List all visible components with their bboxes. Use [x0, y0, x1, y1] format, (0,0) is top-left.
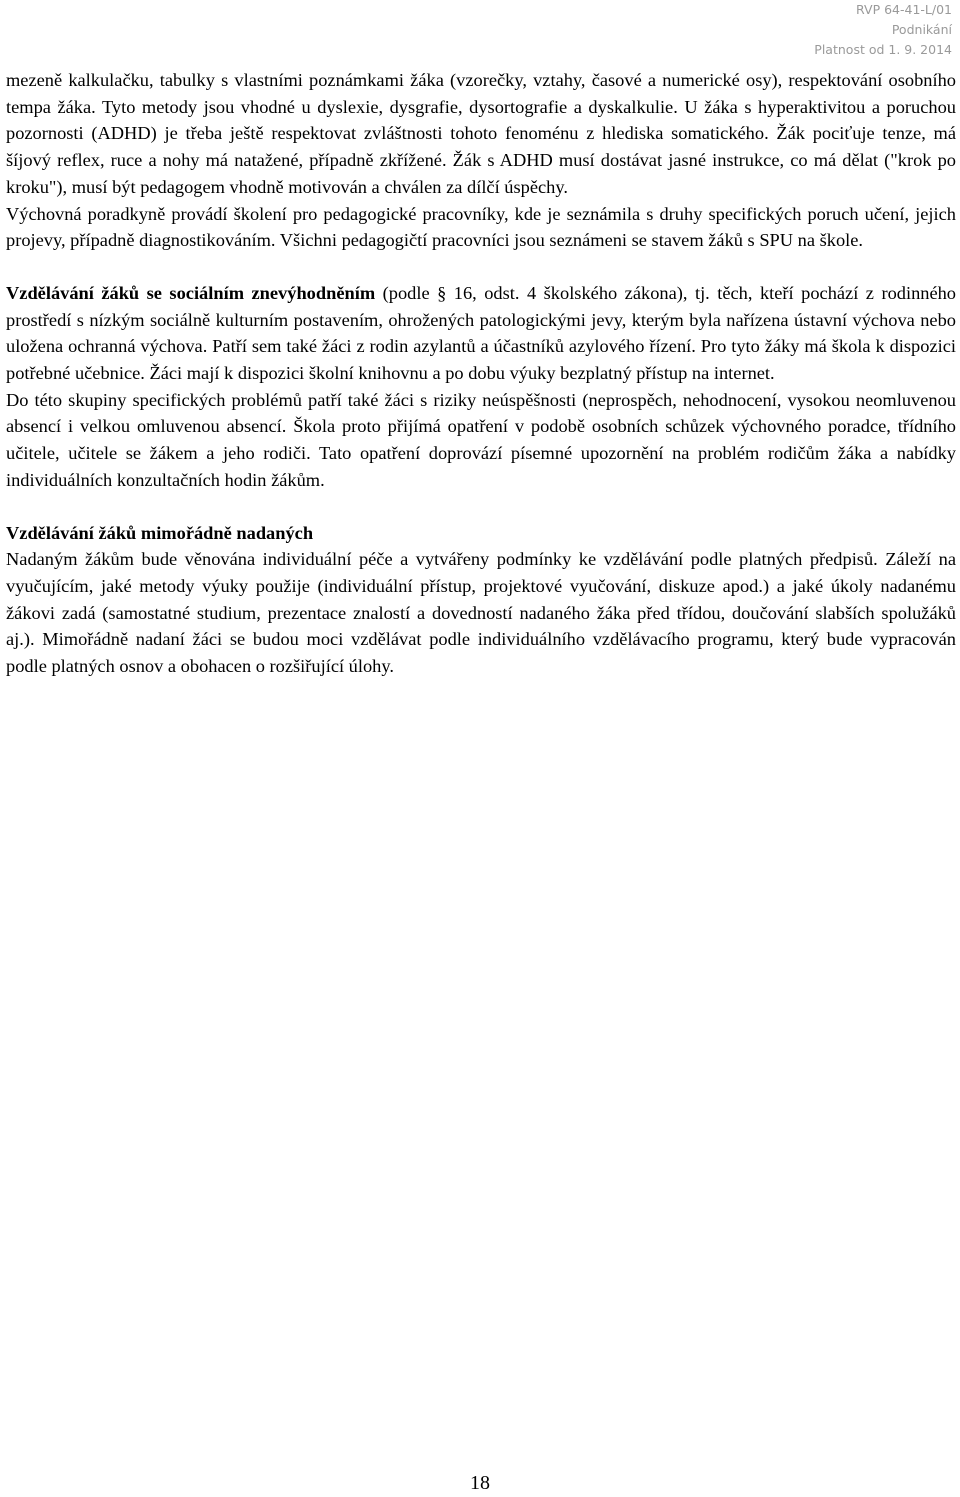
paragraph-social-disadvantage	[6, 280, 956, 387]
heading-gifted-students: Vzdělávání žáků mimořádně nadaných	[6, 522, 314, 543]
header-field-name: Podnikání	[891, 22, 952, 37]
paragraph-gifted-students: Nadaným žákům bude věnována individuální péče a vytvářeny podmínky ke vzdělávání podle platných předpisů. Záleží na vyučujícím, jaké metody výuky použije (individuální přístup, projektové vyučování, diskuze apod.) a jaké úkoly nadanému žákovi zadá (samostatné studium, prezentace znalostí a dovedností nadaného žáka před třídou, doučování slabších spolužáků aj.). Mimořádně nadaní žáci se budou moci vzdělávat podle individuálního vzdělávacího programu, který bude vypracován podle platných osnov a obohacen o rozšiřující úlohy.	[6, 549, 956, 677]
paragraph-counselor-training: Výchovná poradkyně provádí školení pro pedagogické pracovníky, kde je seznámila s druhy specifických poruch učení, jejich projevy, případně diagnostikováním. Všichni pedagogičtí pracovníci jsou seznámeni se stavem žáků s SPU na škole.	[6, 203, 956, 251]
header-validity-date: Platnost od 1. 9. 2014	[814, 42, 952, 57]
page-number: 18	[470, 1472, 490, 1494]
heading-social-disadvantage: Vzdělávání žáků se sociálním znevýhodněním	[6, 282, 376, 303]
paragraph-failure-risk: Do této skupiny specifických problémů patří také žáci s riziky neúspěšnosti (neprospěch, nehodnocení, vysokou neomluvenou absencí i velkou omluvenou absencí. Škola proto přijímá opatření v podobě osobních schůzek výchovného poradce, třídního učitele, učitele se žákem a jeho rodiči. Tato opatření doprovází písemné upozornění na problém rodičům žáka a nabídky individuálních konzultačních hodin žákům.	[6, 389, 956, 490]
document-body	[6, 67, 956, 680]
paragraph-learning-disabilities: mezeně kalkulačku, tabulky s vlastními poznámkami žáka (vzorečky, vztahy, časové a numerické osy), respektování osobního tempa žáka. Tyto metody jsou vhodné u dyslexie, dysgrafie, dysortografie a dyskalkulie. U žáka s hyperaktivitou a poruchou pozornosti (ADHD) je třeba ještě respektovat zvláštnosti tohoto fenoménu z hlediska somatického. Žák pociťuje tenze, má šíjový reflex, ruce a nohy má natažené, případně zkřížené. Žák s ADHD musí dostávat jasné instrukce, co má dělat ("krok po kroku"), musí být pedagogem vhodně motivován a chválen za dílčí úspěchy.	[6, 70, 956, 197]
page-header	[814, 0, 952, 60]
social-disadvantage-text: (podle § 16, odst. 4 školského zákona), tj. těch, kteří pochází z rodinného prostředí s nízkým sociálně kulturním postavením, ohrožených patologickými jevy, kterým byla nařízena ústavní výchova nebo uložena ochranná výchova. Patří sem také žáci z rodin azylantů a účastníků azylového řízení. Pro tyto žáky má škola k dispozici potřebné učebnice. Žáci mají k dispozici školní knihovnu a po dobu výuky bezplatný přístup na internet.	[6, 282, 957, 384]
header-document-code: RVP 64-41-L/01	[856, 2, 952, 17]
